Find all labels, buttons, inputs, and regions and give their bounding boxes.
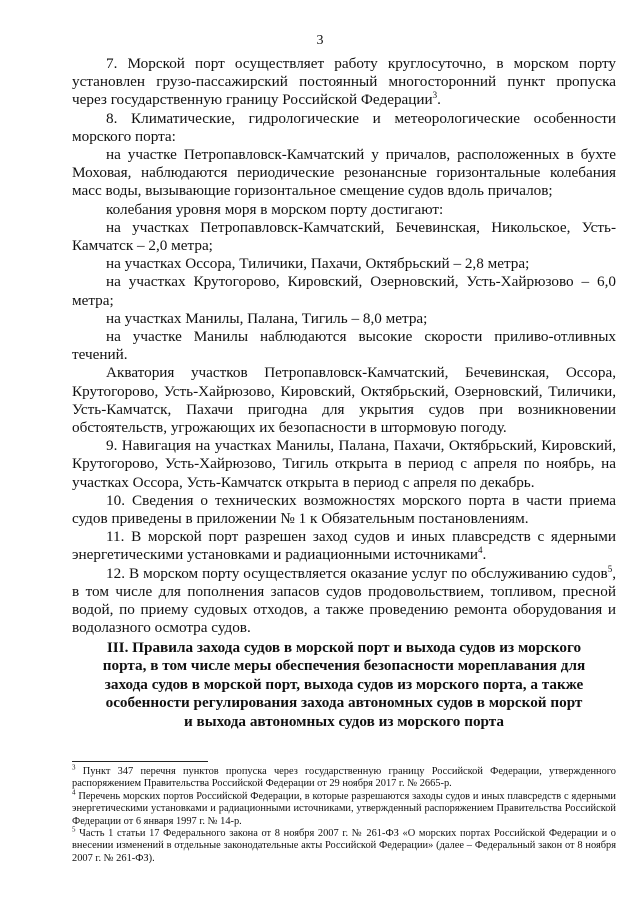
heading-line: особенности регулирования захода автономных судов в морской порт <box>105 694 583 712</box>
paragraph: на участке Манилы наблюдаются высокие скорости приливо-отливных течений. <box>72 328 616 364</box>
paragraph: колебания уровня моря в морском порту достигают: <box>106 200 444 218</box>
body-text <box>72 55 616 638</box>
paragraph: на участке Петропавловск-Камчатский у причалов, расположенных в бухте Моховая, наблюдаются периодические резонансные горизонтальные колебания масс воды, вызывающие горизонтальное смещение судов вдоль причалов; <box>72 146 616 200</box>
paragraph: на участках Манилы, Палана, Тигиль – 8,0 метра; <box>106 309 428 327</box>
heading-line: III. Правила захода судов в морской порт и выхода судов из морского <box>106 639 582 656</box>
heading-line: и выхода автономных судов из морского порта <box>183 712 505 730</box>
paragraph: на участках Оссора, Тиличики, Пахачи, Октябрьский – 2,8 метра; <box>106 255 530 273</box>
footnote-ref: 5 <box>607 563 613 574</box>
paragraph-11: 11. В морской порт разрешен заход судов и иных плавсредств с ядерными энергетическими установками и радиационными источниками$^4$. <box>72 528 616 564</box>
heading-line: захода судов в морской порт, выхода судов из морского порта, а также <box>104 675 584 693</box>
paragraph-7: 7. Морской порт осуществляет работу круглосуточно, в морском порту установлен грузо-пассажирский постоянный многосторонний пункт пропуска через государственную границу Российской Федерации$^3$. <box>72 55 616 109</box>
paragraph-8: 8. Климатические, гидрологические и метеорологические особенности морского порта: <box>72 109 616 145</box>
footnotes <box>72 763 616 865</box>
section-heading <box>72 639 616 731</box>
footnote-ref: 4 <box>478 545 483 556</box>
paragraph-10: 10. Сведения о технических возможностях морского порта в части приема судов приведены в приложении № 1 к Обязательным постановлениям. <box>72 491 616 528</box>
heading-line: порта, в том числе меры обеспечения безопасности мореплавания для <box>102 657 586 675</box>
footnote-divider <box>72 761 208 762</box>
paragraph: на участках Крутогорово, Кировский, Озерновский, Усть-Хайрюзово – 6,0 метра; <box>72 273 616 309</box>
paragraph: на участках Петропавловск-Камчатский, Бечевинская, Никольское, Усть-Камчатск – 2,0 метра; <box>72 218 616 255</box>
footnote: $^5$ Часть 1 статьи 17 Федерального закона от 8 ноября 2007 г. № 261-ФЗ «О морских портах Российской Федерации и о внесении изменений в отдельные законодательные акты Российской Федерации» (далее – Федеральный закон от 8 ноября 2007 г. № 261-ФЗ). <box>72 825 616 864</box>
paragraph: Акватория участков Петропавловск-Камчатский, Бечевинская, Оссора, Крутогорово, Усть-Хайрюзово, Кировский, Октябрьский, Озерновский, Тиличики, Усть-Камчатск, Пахачи пригодна для укрытия судов при возникновении обстоятельств, угрожающих их безопасности в штормовую погоду. <box>72 364 616 437</box>
footnote: $^3$ Пункт 347 перечня пунктов пропуска через государственную границу Российской Федерации, утвержденного распоряжением Правительства Российской Федерации от 29 ноября 2017 г. № 2665-р. <box>72 763 616 790</box>
footnote: $^4$ Перечень морских портов Российской Федерации, в которые разрешаются заходы судов и иных плавсредств с ядерными энергетическими установками и радиационными источниками, утвержденный распоряжением Правительства Российской Федерации от 6 января 1997 г. № 14-р. <box>72 788 616 827</box>
page-number: 3 <box>316 33 324 48</box>
paragraph-9: 9. Навигация на участках Манилы, Палана, Пахачи, Октябрьский, Кировский, Крутогорово, Усть-Хайрюзово, Тигиль открыта в период с апреля по ноябрь, на участках Оссора, Усть-Камчатск открыта в период с апреля по декабрь. <box>72 437 616 491</box>
paragraph-12: 12. В морском порту осуществляется оказание услуг по обслуживанию судов$^5$, в том числе для пополнения запасов судов продовольствием, топливом, пресной водой, по приему судовых отходов, а также проведению ремонта оборудования и водолазного осмотра судов. <box>72 563 616 637</box>
footnote-ref: 3 <box>432 90 438 101</box>
